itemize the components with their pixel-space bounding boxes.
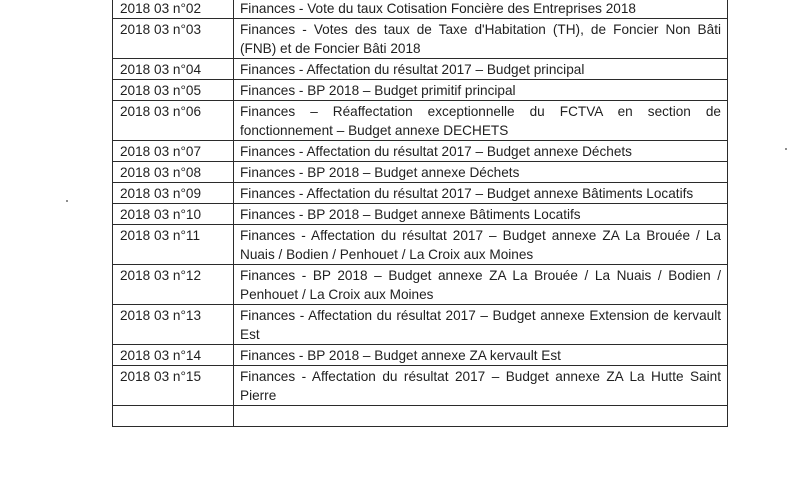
table-row bbox=[113, 19, 728, 59]
deliberation-subject: Finances - BP 2018 – Budget annexe ZA La Brouée / La Nuais / Bodien / Penhouet / La Croix aux Moines bbox=[234, 265, 728, 305]
table-row bbox=[113, 141, 728, 162]
deliberation-ref: 2018 03 n°07 bbox=[113, 141, 234, 162]
deliberation-ref: 2018 03 n°10 bbox=[113, 204, 234, 225]
deliberation-subject: Finances - Vote du taux Cotisation Foncière des Entreprises 2018 bbox=[234, 0, 728, 19]
table-row bbox=[113, 80, 728, 101]
deliberation-ref: 2018 03 n°13 bbox=[113, 305, 234, 345]
table-row bbox=[113, 225, 728, 265]
deliberation-ref: 2018 03 n°04 bbox=[113, 59, 234, 80]
deliberation-ref bbox=[113, 406, 234, 427]
deliberation-ref: 2018 03 n°14 bbox=[113, 345, 234, 366]
table-row bbox=[113, 183, 728, 204]
table-row bbox=[113, 305, 728, 345]
deliberation-subject: Finances - Affectation du résultat 2017 – Budget annexe Bâtiments Locatifs bbox=[234, 183, 728, 204]
deliberation-subject: Finances - BP 2018 – Budget annexe ZA kervault Est bbox=[234, 345, 728, 366]
deliberation-ref: 2018 03 n°05 bbox=[113, 80, 234, 101]
deliberation-ref: 2018 03 n°12 bbox=[113, 265, 234, 305]
deliberation-subject: Finances - Affectation du résultat 2017 – Budget annexe ZA La Brouée / La Nuais / Bodien / Penhouet / La Croix aux Moines bbox=[234, 225, 728, 265]
deliberation-ref: 2018 03 n°02 bbox=[113, 0, 234, 19]
deliberation-subject: Finances - Affectation du résultat 2017 – Budget principal bbox=[234, 59, 728, 80]
table-row bbox=[113, 59, 728, 80]
deliberation-subject: Finances - Affectation du résultat 2017 – Budget annexe ZA La Hutte Saint Pierre bbox=[234, 366, 728, 406]
deliberation-subject: Finances - BP 2018 – Budget annexe Déchets bbox=[234, 162, 728, 183]
deliberation-ref: 2018 03 n°15 bbox=[113, 366, 234, 406]
table-row bbox=[113, 406, 728, 427]
table-row bbox=[113, 0, 728, 19]
deliberation-ref: 2018 03 n°03 bbox=[113, 19, 234, 59]
deliberation-subject: Finances - BP 2018 – Budget primitif principal bbox=[234, 80, 728, 101]
deliberation-subject: Finances - Affectation du résultat 2017 – Budget annexe Extension de kervault Est bbox=[234, 305, 728, 345]
deliberation-subject: Finances – Réaffectation exceptionnelle du FCTVA en section de fonctionnement – Budget annexe DECHETS bbox=[234, 101, 728, 141]
deliberation-subject: Finances - Votes des taux de Taxe d'Habitation (TH), de Foncier Non Bâti (FNB) et de Foncier Bâti 2018 bbox=[234, 19, 728, 59]
scan-speck bbox=[785, 148, 787, 150]
table-row bbox=[113, 101, 728, 141]
deliberation-ref: 2018 03 n°08 bbox=[113, 162, 234, 183]
deliberation-ref: 2018 03 n°09 bbox=[113, 183, 234, 204]
table-row bbox=[113, 204, 728, 225]
deliberations-table bbox=[112, 0, 728, 427]
table-row bbox=[113, 366, 728, 406]
scan-speck bbox=[66, 200, 68, 202]
table-row bbox=[113, 162, 728, 183]
deliberation-subject: Finances - Affectation du résultat 2017 – Budget annexe Déchets bbox=[234, 141, 728, 162]
table-row bbox=[113, 345, 728, 366]
deliberation-ref: 2018 03 n°06 bbox=[113, 101, 234, 141]
deliberations-table-body bbox=[113, 0, 728, 427]
deliberation-subject: Finances - BP 2018 – Budget annexe Bâtiments Locatifs bbox=[234, 204, 728, 225]
deliberation-subject bbox=[234, 406, 728, 427]
deliberation-ref: 2018 03 n°11 bbox=[113, 225, 234, 265]
table-row bbox=[113, 265, 728, 305]
